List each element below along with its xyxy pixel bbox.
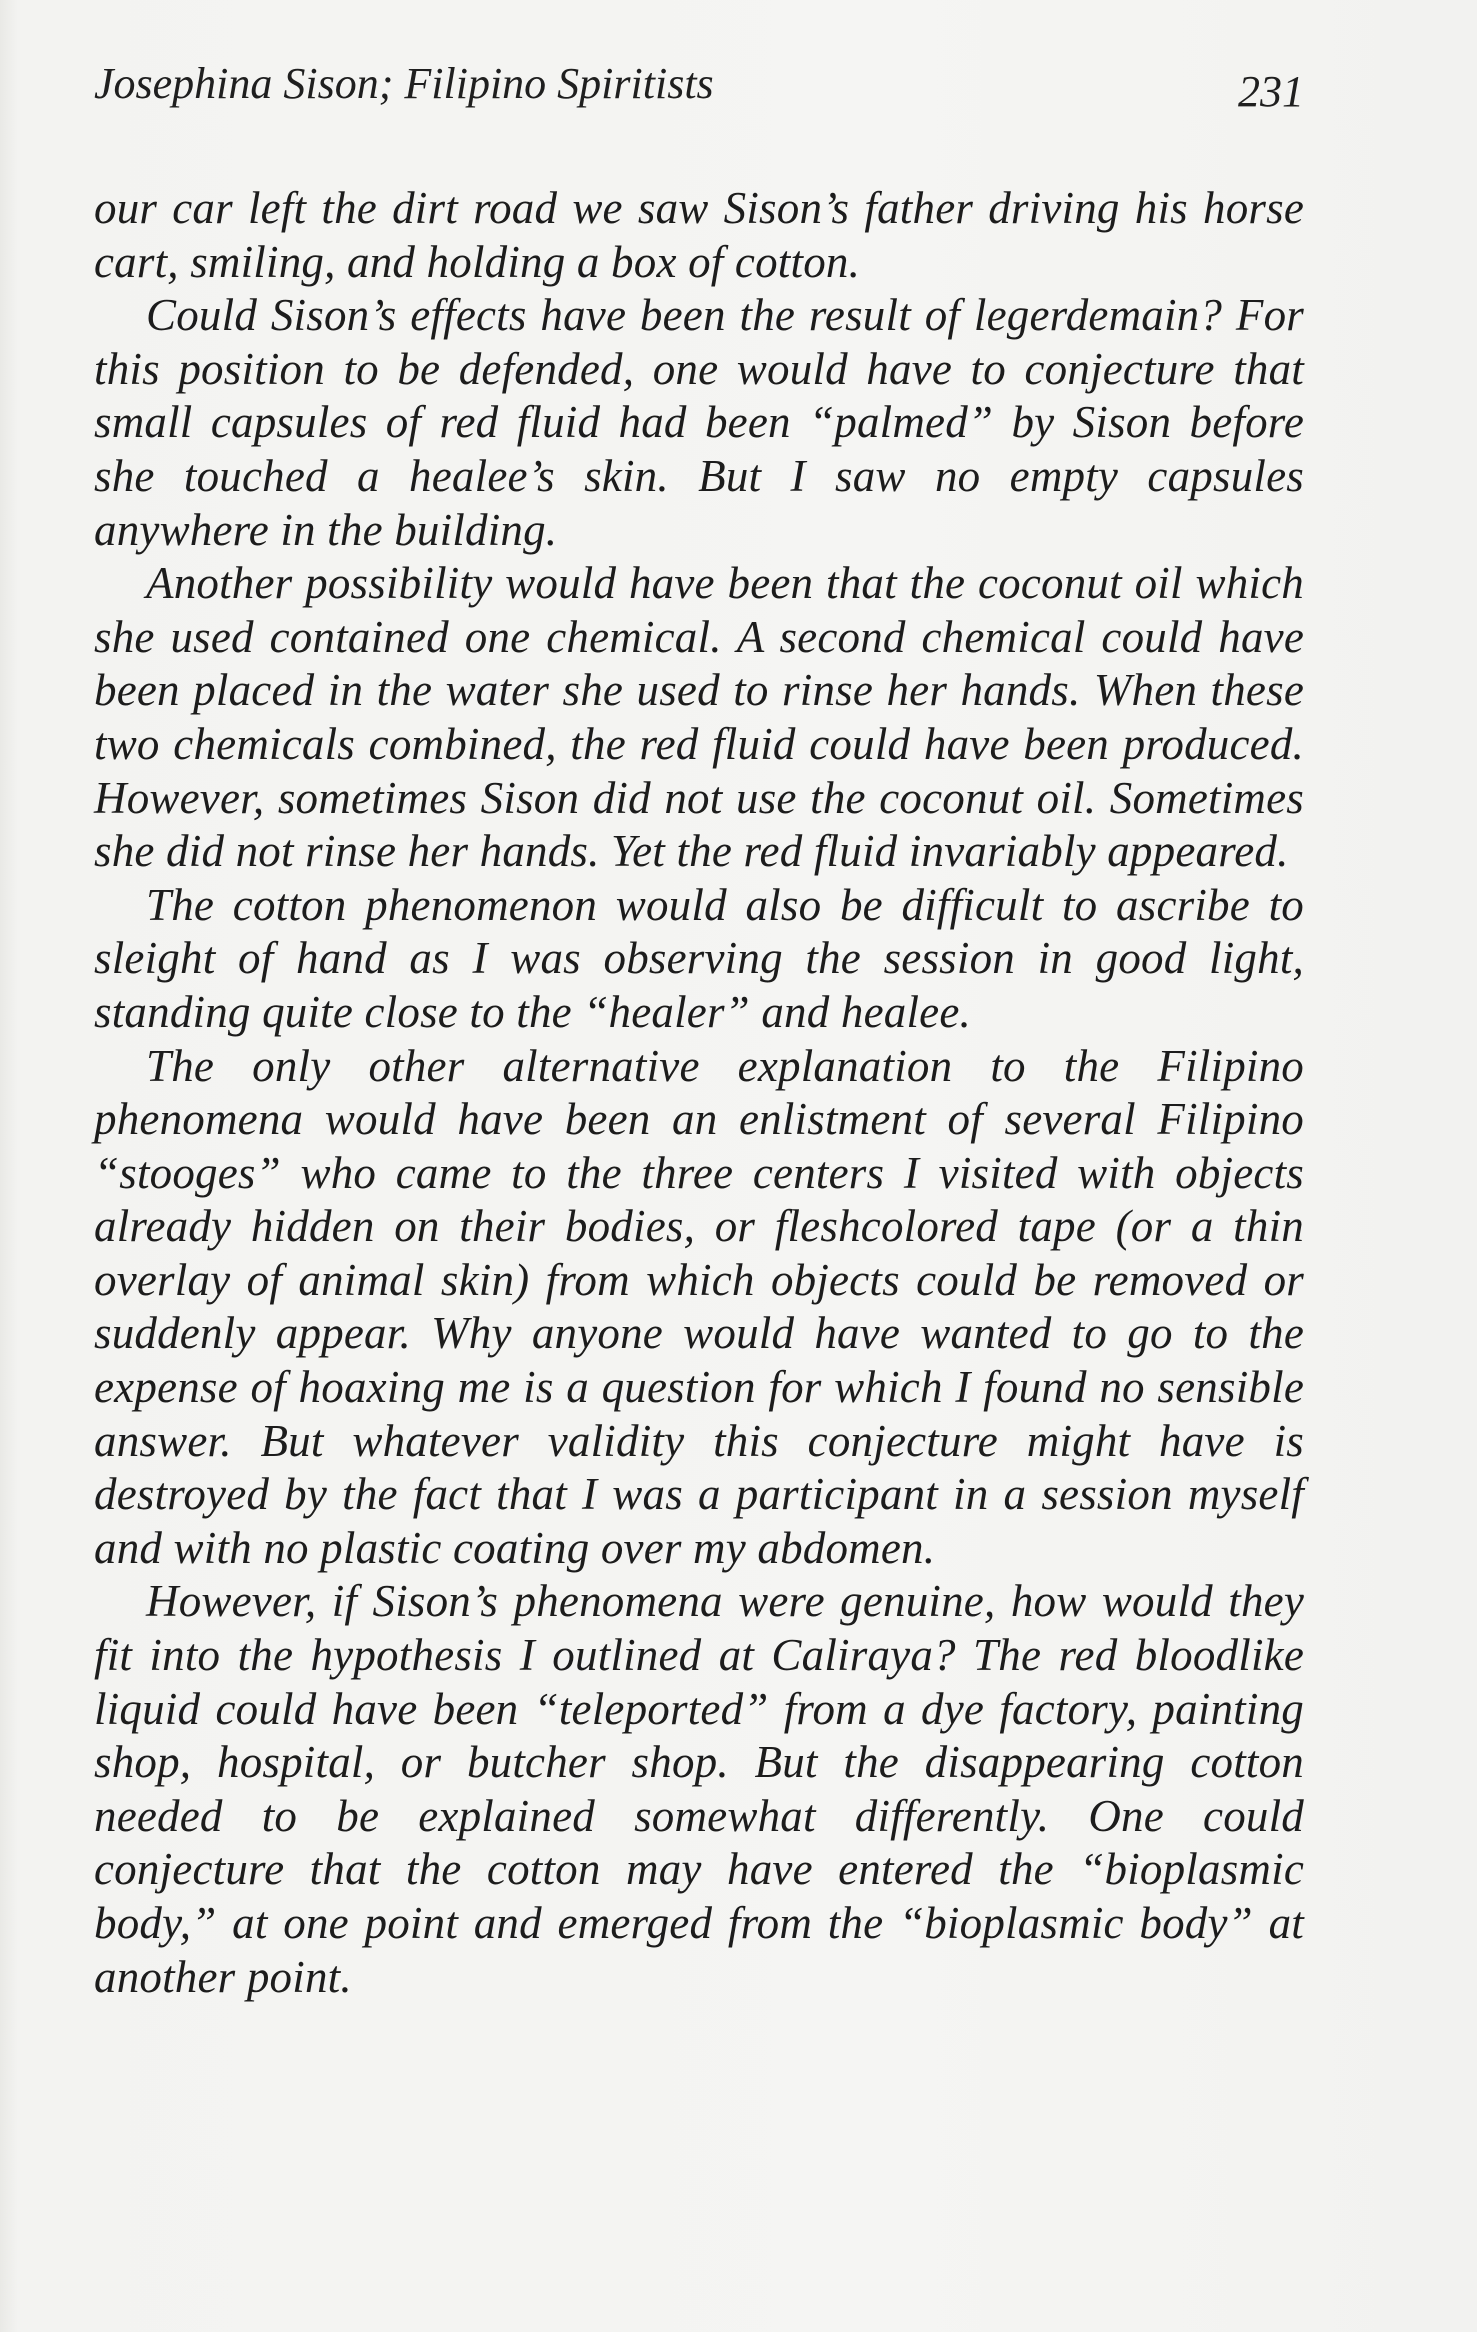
paragraph: However, if Sison’s phenomena were genuine, how would they fit into the hypothesis I outlined at Caliraya? The red bloodlike liquid could have been “teleported” from a dye factory, painting shop, hospital, or butcher shop. But the disappearing cotton needed to be explained somewhat differently. One could conjecture that the cotton may have entered the “bioplasmic body,” at one point and emerged from the “bioplasmic body” at another point. [94, 1576, 1304, 2002]
paragraph: Another possibility would have been that the coconut oil which she used contained one chemical. A second chemical could have been placed in the water she used to rinse her hands. When these two chemicals combined, the red fluid could have been produced. However, sometimes Sison did not use the coconut oil. Sometimes she did not rinse her hands. Yet the red fluid invariably appeared. [94, 558, 1304, 877]
paragraph: our car left the dirt road we saw Sison’s father driving his horse cart, smiling, and holding a box of cotton. [94, 183, 1304, 287]
paragraph: The only other alternative explanation to the Filipino phenomena would have been an enlistment of several Filipino “stooges” who came to the three centers I visited with objects already hidden on their bodies, or fleshcolored tape (or a thin overlay of animal skin) from which objects could be removed or suddenly appear. Why anyone would have wanted to go to the expense of hoaxing me is a question for which I found no sensible answer. But whatever validity this conjecture might have is destroyed by the fact that I was a participant in a session myself and with no plastic coating over my abdomen. [94, 1040, 1304, 1573]
paragraph: Could Sison’s effects have been the result of legerdemain? For this position to be defended, one would have to conjecture that small capsules of red fluid had been “palmed” by Sison before she touched a healee’s skin. But I saw no empty capsules anywhere in the building. [94, 290, 1304, 555]
page-number: 231 [1238, 67, 1304, 116]
paragraph: The cotton phenomenon would also be difficult to ascribe to sleight of hand as I was observing the session in good light, standing quite close to the “healer” and healee. [94, 879, 1304, 1037]
running-head [94, 58, 1304, 128]
chapter-title: Josephina Sison; Filipino Spiritists [94, 59, 714, 108]
body-text [94, 182, 1304, 2004]
